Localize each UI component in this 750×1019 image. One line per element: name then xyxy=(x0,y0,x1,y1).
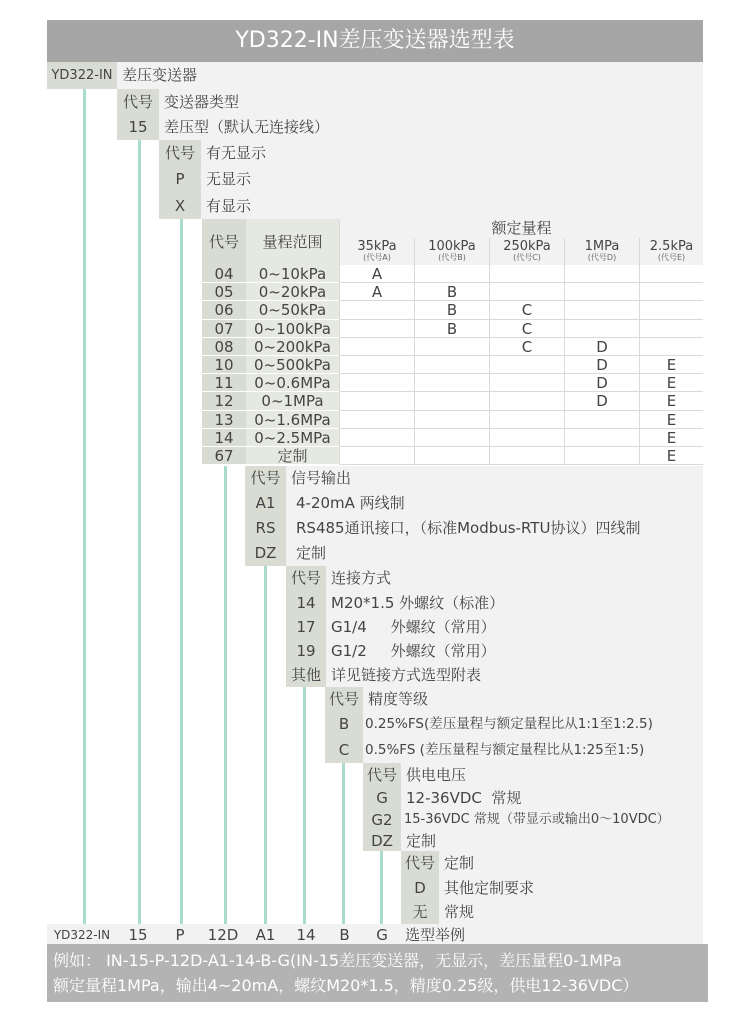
range-row-mark: D xyxy=(564,374,639,392)
example-code-signal: A1 xyxy=(255,926,276,944)
range-row-mark xyxy=(564,283,639,301)
range-row-value: 定制 xyxy=(246,447,339,465)
range-row-mark: B xyxy=(414,301,489,319)
display-desc-p: 无显示 xyxy=(201,166,703,193)
range-row-code: 07 xyxy=(202,320,246,338)
range-row-mark xyxy=(414,265,489,283)
range-row-mark xyxy=(414,374,489,392)
range-row-mark: C xyxy=(489,320,564,338)
range-row-mark xyxy=(489,265,564,283)
range-row-value: 0~1.6MPa xyxy=(246,411,339,429)
range-row-value: 0~10kPa xyxy=(246,265,339,283)
range-row-mark xyxy=(564,447,639,465)
range-row-mark xyxy=(414,429,489,447)
rated-col-0 xyxy=(339,238,414,265)
display-code-header: 代号 xyxy=(159,140,201,166)
range-row-mark: D xyxy=(564,338,639,356)
range-row-value: 0~2.5MPa xyxy=(246,429,339,447)
accuracy-code-c: C xyxy=(325,737,363,763)
range-row-value: 0~100kPa xyxy=(246,320,339,338)
power-desc-dz: 定制 xyxy=(401,831,703,851)
signal-code-rs: RS xyxy=(245,516,286,541)
range-row-code: 67 xyxy=(202,447,246,465)
rated-col-4 xyxy=(639,238,703,265)
range-row-value: 0~500kPa xyxy=(246,356,339,374)
range-row-mark xyxy=(489,283,564,301)
rated-col-value: 250kPa xyxy=(503,239,551,254)
custom-header: 定制 xyxy=(439,851,703,876)
signal-desc-rs: RS485通讯接口，（标准Modbus-RTU协议）四线制 xyxy=(286,516,703,541)
connection-code-17: 17 xyxy=(286,615,326,639)
range-row-mark xyxy=(414,411,489,429)
rated-col-sub: (代号E) xyxy=(657,253,686,262)
rated-col-1 xyxy=(414,238,489,265)
connection-desc-14: M20*1.5 外螺纹（标准） xyxy=(326,591,703,615)
range-row-value: 0~0.6MPa xyxy=(246,374,339,392)
example-code-model: YD322-IN xyxy=(53,928,111,942)
range-row-mark xyxy=(339,320,414,338)
range-row-mark: E xyxy=(639,411,703,429)
range-row-code: 08 xyxy=(202,338,246,356)
accuracy-desc-c: 0.5%FS (差压量程与额定量程比从1:25至1:5) xyxy=(363,737,703,763)
example-code-accuracy: B xyxy=(339,926,350,944)
type-code-header: 代号 xyxy=(117,89,159,115)
range-row-mark xyxy=(489,374,564,392)
range-row-mark xyxy=(339,447,414,465)
rated-col-2 xyxy=(489,238,564,265)
custom-desc-d: 其他定制要求 xyxy=(439,876,703,900)
range-row-mark: D xyxy=(564,392,639,410)
range-row-mark: C xyxy=(489,338,564,356)
power-code-g: G xyxy=(363,787,401,809)
example-line-2: 额定量程1MPa，输出4~20mA，螺纹M20*1.5，精度0.25级，供电12-36VDC） xyxy=(53,976,639,995)
connector-line-connection xyxy=(303,686,306,925)
signal-code-a1: A1 xyxy=(245,491,286,516)
range-row-mark xyxy=(639,320,703,338)
range-row-mark xyxy=(414,338,489,356)
connection-code-other: 其他 xyxy=(286,663,326,687)
range-row-code: 12 xyxy=(202,392,246,410)
range-row-code: 05 xyxy=(202,283,246,301)
connection-code-19: 19 xyxy=(286,639,326,663)
connection-desc-19: G1/2 外螺纹（常用） xyxy=(326,639,703,663)
range-row-mark: E xyxy=(639,374,703,392)
custom-code-d: D xyxy=(401,876,439,900)
example-code-display: P xyxy=(175,926,185,944)
range-code-header: 代号 xyxy=(202,219,246,265)
example-description xyxy=(47,944,708,1002)
example-label: 选型举例 xyxy=(405,926,466,944)
range-row-mark xyxy=(414,392,489,410)
connector-line-signal xyxy=(264,566,267,925)
rated-col-value: 1MPa xyxy=(584,239,620,254)
range-row-code: 14 xyxy=(202,429,246,447)
range-row-mark xyxy=(489,411,564,429)
accuracy-header: 精度等级 xyxy=(363,687,703,711)
range-row-mark xyxy=(489,356,564,374)
range-row-code: 13 xyxy=(202,411,246,429)
range-row-code: 10 xyxy=(202,356,246,374)
rated-col-value: 2.5kPa xyxy=(649,239,694,254)
custom-code-header: 代号 xyxy=(401,851,439,876)
range-row-mark: A xyxy=(339,265,414,283)
rated-col-sub: (代号B) xyxy=(438,253,466,262)
connection-code-header: 代号 xyxy=(286,566,326,591)
range-header: 量程范围 xyxy=(246,219,339,265)
range-row-mark xyxy=(639,338,703,356)
range-row-code: 11 xyxy=(202,374,246,392)
custom-code-none: 无 xyxy=(401,900,439,924)
range-row-mark xyxy=(564,320,639,338)
range-row-mark xyxy=(564,411,639,429)
range-row-value: 0~1MPa xyxy=(246,392,339,410)
example-code-power: G xyxy=(376,926,388,944)
range-row-mark: E xyxy=(639,392,703,410)
range-row-mark xyxy=(489,392,564,410)
range-row-mark: D xyxy=(564,356,639,374)
range-row-mark xyxy=(339,356,414,374)
power-header: 供电电压 xyxy=(401,763,703,787)
range-row-mark: E xyxy=(639,356,703,374)
connector-line-power xyxy=(380,850,383,925)
rated-col-sub: (代号C) xyxy=(513,253,541,262)
connector-line-model xyxy=(83,89,86,925)
signal-header: 信号输出 xyxy=(286,466,703,491)
rated-range-header: 额定量程 xyxy=(339,219,703,238)
range-row-mark: E xyxy=(639,447,703,465)
type-code-15: 15 xyxy=(117,115,159,140)
range-row-mark xyxy=(339,374,414,392)
range-row-mark xyxy=(414,356,489,374)
range-row-code: 04 xyxy=(202,265,246,283)
connector-line-range xyxy=(224,466,227,925)
range-row-mark xyxy=(564,265,639,283)
range-row-mark xyxy=(489,429,564,447)
range-row-value: 0~20kPa xyxy=(246,283,339,301)
range-row-mark xyxy=(564,301,639,319)
display-code-x: X xyxy=(159,193,201,219)
rated-col-sub: (代号A) xyxy=(363,253,391,262)
range-row-code: 06 xyxy=(202,301,246,319)
range-row-mark xyxy=(489,447,564,465)
connector-line-accuracy xyxy=(342,762,345,925)
range-row-mark xyxy=(414,447,489,465)
range-row-mark xyxy=(339,411,414,429)
example-code-connection: 14 xyxy=(296,926,316,944)
rated-col-value: 35kPa xyxy=(357,239,397,254)
page-title: YD322-IN差压变送器选型表 xyxy=(47,20,703,62)
example-code-range: 12D xyxy=(207,926,239,944)
model-desc: 差压变送器 xyxy=(117,62,703,89)
range-row-mark xyxy=(639,283,703,301)
signal-desc-dz: 定制 xyxy=(286,541,703,566)
range-row-mark xyxy=(339,392,414,410)
accuracy-code-header: 代号 xyxy=(325,687,363,711)
display-header: 有无显示 xyxy=(201,140,703,166)
example-line-1: 例如： IN-15-P-12D-A1-14-B-G(IN-15差压变送器，无显示，差压量程0-1MPa xyxy=(53,951,622,970)
rated-col-3 xyxy=(564,238,639,265)
range-row-value: 0~200kPa xyxy=(246,338,339,356)
range-row-mark: C xyxy=(489,301,564,319)
type-desc-15: 差压型（默认无连接线） xyxy=(159,115,703,140)
range-row-mark: B xyxy=(414,320,489,338)
connection-header: 连接方式 xyxy=(326,566,703,591)
rated-col-value: 100kPa xyxy=(428,239,476,254)
connection-desc-other: 详见链接方式选型附表 xyxy=(326,663,703,687)
power-code-dz: DZ xyxy=(363,831,401,851)
range-row-mark xyxy=(339,429,414,447)
accuracy-code-b: B xyxy=(325,711,363,737)
range-row-mark xyxy=(339,301,414,319)
range-row-mark: B xyxy=(414,283,489,301)
range-row-mark xyxy=(639,265,703,283)
model-code: YD322-IN xyxy=(47,62,117,89)
power-desc-g2: 15-36VDC 常规（带显示或输出0～10VDC） xyxy=(401,809,703,831)
connector-line-display xyxy=(180,219,183,925)
signal-desc-a1: 4-20mA 两线制 xyxy=(286,491,703,516)
signal-code-header: 代号 xyxy=(245,466,286,491)
connection-desc-17: G1/4 外螺纹（常用） xyxy=(326,615,703,639)
power-code-header: 代号 xyxy=(363,763,401,787)
range-row-mark: E xyxy=(639,429,703,447)
range-row-value: 0~50kPa xyxy=(246,301,339,319)
accuracy-desc-b: 0.25%FS(差压量程与额定量程比从1:1至1:2.5) xyxy=(363,711,703,737)
connector-line-type xyxy=(138,139,141,925)
range-row-mark xyxy=(639,301,703,319)
type-header: 变送器类型 xyxy=(159,89,703,115)
example-code-type: 15 xyxy=(128,926,148,944)
rated-col-sub: (代号D) xyxy=(587,253,617,262)
signal-code-dz: DZ xyxy=(245,541,286,566)
custom-desc-none: 常规 xyxy=(439,900,703,924)
range-row-mark xyxy=(339,338,414,356)
power-desc-g: 12-36VDC 常规 xyxy=(401,787,703,809)
range-row-mark xyxy=(564,429,639,447)
display-desc-x: 有显示 xyxy=(201,193,703,219)
display-code-p: P xyxy=(159,166,201,193)
range-row-mark: A xyxy=(339,283,414,301)
connection-code-14: 14 xyxy=(286,591,326,615)
power-code-g2: G2 xyxy=(363,809,401,831)
